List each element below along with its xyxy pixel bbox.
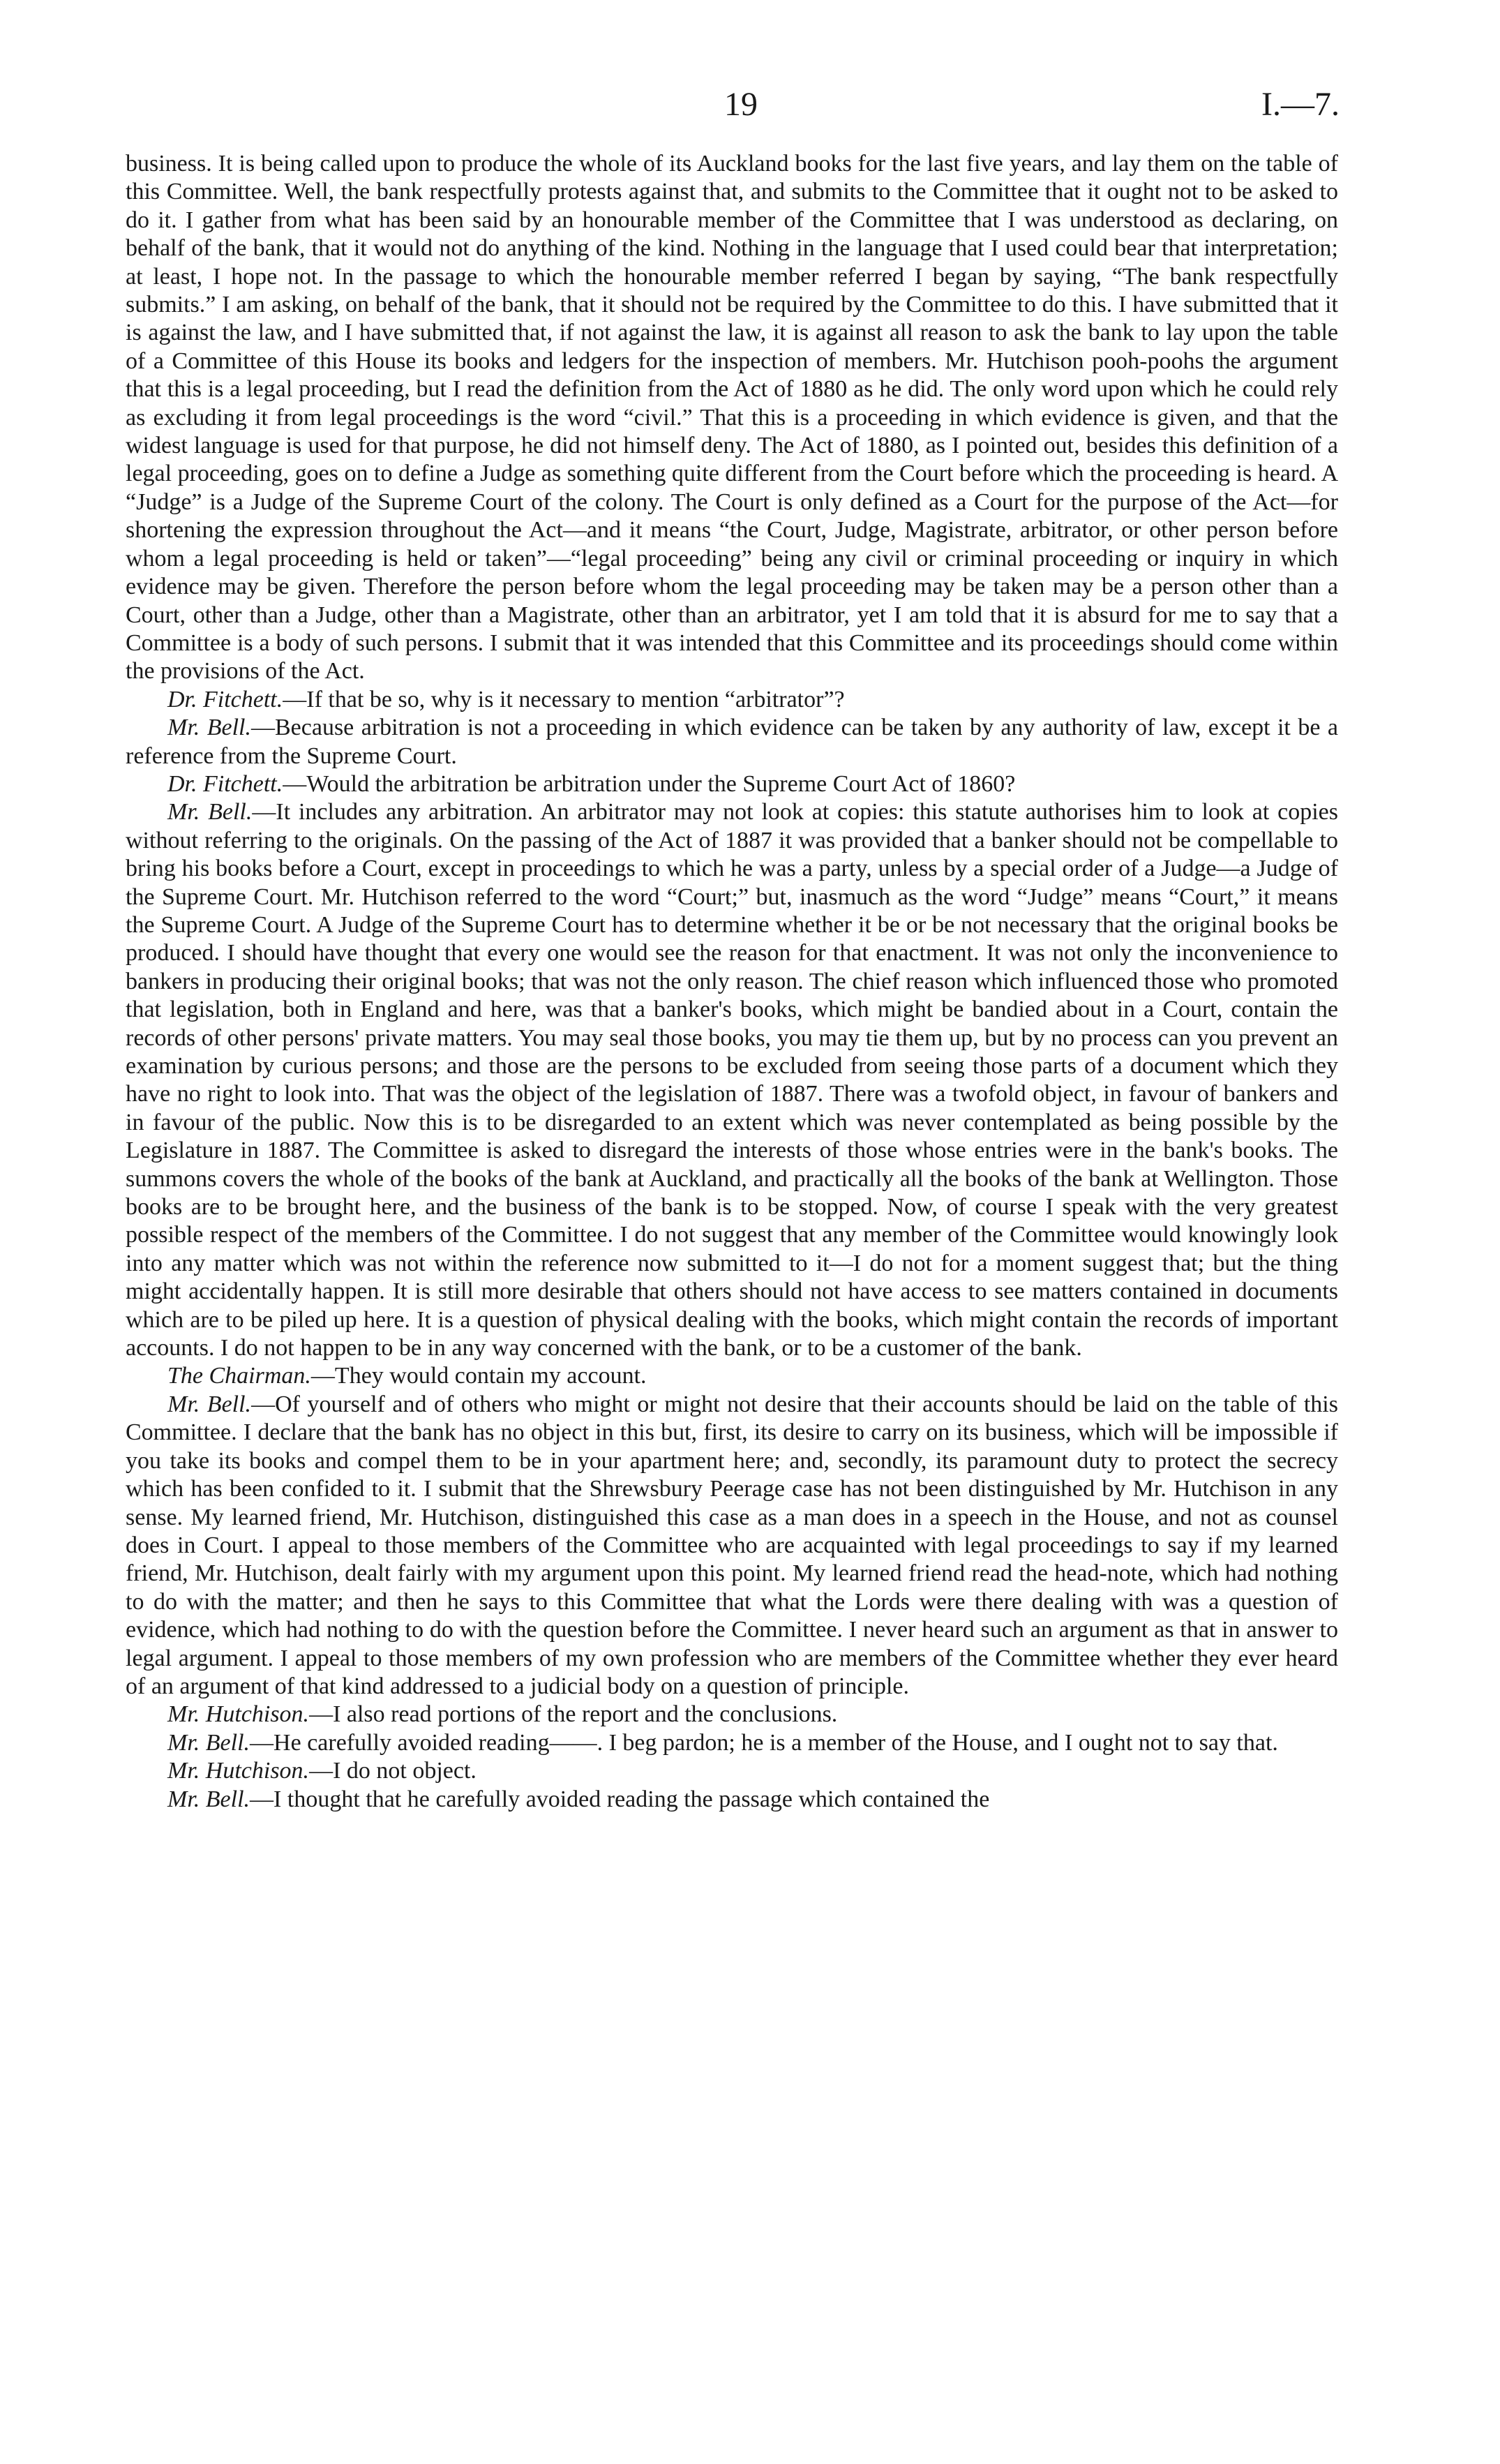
speaker-name: Mr. Hutchison. — [167, 1701, 310, 1728]
paragraph-text: —Of yourself and of others who might or might not desire that their accounts should be laid on the table of this Committee. I declare that the bank has no object in this but, first, its desire to carry on its business, which will be impossible if you take its books and compel them to be in your apartment here; and, secondly, its paramount duty to protect the secrecy which has been confided to it. I submit that the Shrewsbury Peerage case has not been distinguished by Mr. Hutchison in any sense. My learned friend, Mr. Hutchison, distinguished this case as a man does in a speech in the House, and not as counsel does in Court. I appeal to those members of the Committee who are acquainted with legal proceedings to say if my learned friend, Mr. Hutchison, dealt fairly with my argument upon this point. My learned friend read the head-note, which had nothing to do with the matter; and then he says to this Committee that what the Lords were there dealing with was a question of evidence, which had nothing to do with the question before the Committee. I never heard such an argument as that in answer to legal argument. I appeal to those members of my own profession who are members of the Committee whether they ever heard of an argument of that kind addressed to a judicial body on a question of principle. — [126, 1391, 1338, 1699]
paragraph — [126, 1362, 1338, 1390]
paragraph — [126, 1757, 1338, 1785]
speaker-name: Mr. Hutchison. — [167, 1758, 310, 1784]
paragraph — [126, 714, 1338, 770]
paragraph — [126, 798, 1338, 1362]
paragraph-text: business. It is being called upon to produce the whole of its Auckland books for the last five years, and lay them on the table of this Committee. Well, the bank respectfully protests against that, and submits to the Committee that it ought not to be asked to do it. I gather from what has been said by an honourable member of the Committee that I was understood as declaring, on behalf of the bank, that it would not do anything of the kind. Nothing in the language that I used could bear that interpretation; at least, I hope not. In the passage to which the honourable member referred I began by saying, “The bank respectfully submits.” I am asking, on behalf of the bank, that it should not be required by the Committee to do this. I have submitted that it is against the law, and I have submitted that, if not against the law, it is against all reason to ask the bank to lay upon the table of a Committee of this House its books and ledgers for the inspection of members. Mr. Hutchison pooh-poohs the argument that this is a legal proceeding, but I read the definition from the Act of 1880 as he did. The only word upon which he could rely as excluding it from legal proceedings is the word “civil.” That this is a proceeding in which evidence is given, and that the widest language is used for that purpose, he did not himself deny. The Act of 1880, as I pointed out, besides this definition of a legal proceeding, goes on to define a Judge as something quite different from the Court before which the proceeding is heard. A “Judge” is a Judge of the Supreme Court of the colony. The Court is only defined as a Court for the purpose of the Act—for shortening the expression throughout the Act—and it means “the Court, Judge, Magistrate, arbitrator, or other person before whom a legal proceeding is held or taken”—“legal proceeding” being any civil or criminal proceeding or inquiry in which evidence may be given. Therefore the person before whom the legal proceeding may be taken may be a person other than a Court, other than a Judge, other than a Magistrate, other than an arbitrator, yet I am told that it is absurd for me to say that a Committee is a body of such persons. I submit that it was intended that this Committee and its proceedings should come within the provisions of the Act. — [126, 151, 1338, 685]
paragraph-text: —If that be so, why is it necessary to mention “arbitrator”? — [283, 686, 845, 712]
paragraph-text: —Because arbitration is not a proceeding in which evidence can be taken by any authority of law, except it be a reference from the Supreme Court. — [126, 715, 1338, 769]
page-number: 19 — [724, 86, 758, 123]
paragraph-text: —I thought that he carefully avoided reading the passage which contained the — [250, 1786, 990, 1812]
paragraph-text: —It includes any arbitration. An arbitrator may not look at copies: this statute authorises him to look at copies without referring to the originals. On the passing of the Act of 1887 it was provided that a banker should not be compellable to bring his books before a Court, except in proceedings to which he was a party, unless by a special order of a Judge—a Judge of the Supreme Court. Mr. Hutchison referred to the word “Court;” but, inasmuch as the word “Judge” means “Court,” it means the Supreme Court. A Judge of the Supreme Court has to determine whether it be or be not necessary that the original books be produced. I should have thought that every one would see the reason for that enactment. It was not only the inconvenience to bankers in producing their original books; that was not the only reason. The chief reason which influenced those who promoted that legislation, both in England and here, was that a banker's books, which might be bandied about in a Court, contain the records of other persons' private matters. You may seal those books, you may tie them up, but by no process can you prevent an examination by curious persons; and those are the persons to be excluded from seeing those parts of a document which they have no right to look into. That was the object of the legislation of 1887. There was a twofold object, in favour of bankers and in favour of the public. Now this is to be disregarded to an extent which was never contemplated as being possible by the Legislature in 1887. The Committee is asked to disregard the interests of those whose entries were in the bank's books. The summons covers the whole of the books of the bank at Auckland, and practically all the books of the bank at Wellington. Those books are to be brought here, and the business of the bank is to be stopped. Now, of course I speak with the very greatest possible respect of the members of the Committee. I do not suggest that any member of the Committee would knowingly look into any matter which was not within the reference now submitted to it—I do not for a moment suggest that; but the thing might accidentally happen. It is still more desirable that others should not have access to see matters contained in documents which are to be piled up here. It is a question of physical dealing with the books, which might contain the records of important accounts. I do not happen to be in any way concerned with the bank, or to be a customer of the bank. — [126, 799, 1338, 1361]
speaker-name: Mr. Bell. — [167, 1729, 250, 1756]
paragraph-text: —He carefully avoided reading——. I beg pardon; he is a member of the House, and I ought not to say that. — [250, 1729, 1278, 1756]
speaker-name: Dr. Fitchett. — [167, 770, 283, 797]
speaker-name: Mr. Bell. — [167, 1391, 252, 1417]
paragraph-text: —I also read portions of the report and the conclusions. — [309, 1701, 838, 1728]
paragraph — [126, 1391, 1338, 1701]
body-text — [126, 150, 1338, 1814]
document-reference: I.—7. — [1261, 86, 1340, 123]
paragraph — [126, 150, 1338, 686]
speaker-name: Mr. Bell. — [167, 1786, 250, 1812]
speaker-name: Mr. Bell. — [167, 799, 253, 826]
paragraph-text: —I do not object. — [309, 1758, 477, 1784]
speaker-name: Mr. Bell. — [167, 715, 251, 741]
paragraph-text: —Would the arbitration be arbitration under the Supreme Court Act of 1860? — [283, 770, 1016, 797]
paragraph-text: —They would contain my account. — [310, 1363, 647, 1389]
speaker-name: The Chairman. — [167, 1363, 311, 1389]
speaker-name: Dr. Fitchett. — [167, 686, 283, 712]
paragraph — [126, 1701, 1338, 1728]
paragraph — [126, 686, 1338, 714]
paragraph — [126, 1786, 1338, 1814]
paragraph — [126, 770, 1338, 798]
paragraph — [126, 1729, 1338, 1757]
